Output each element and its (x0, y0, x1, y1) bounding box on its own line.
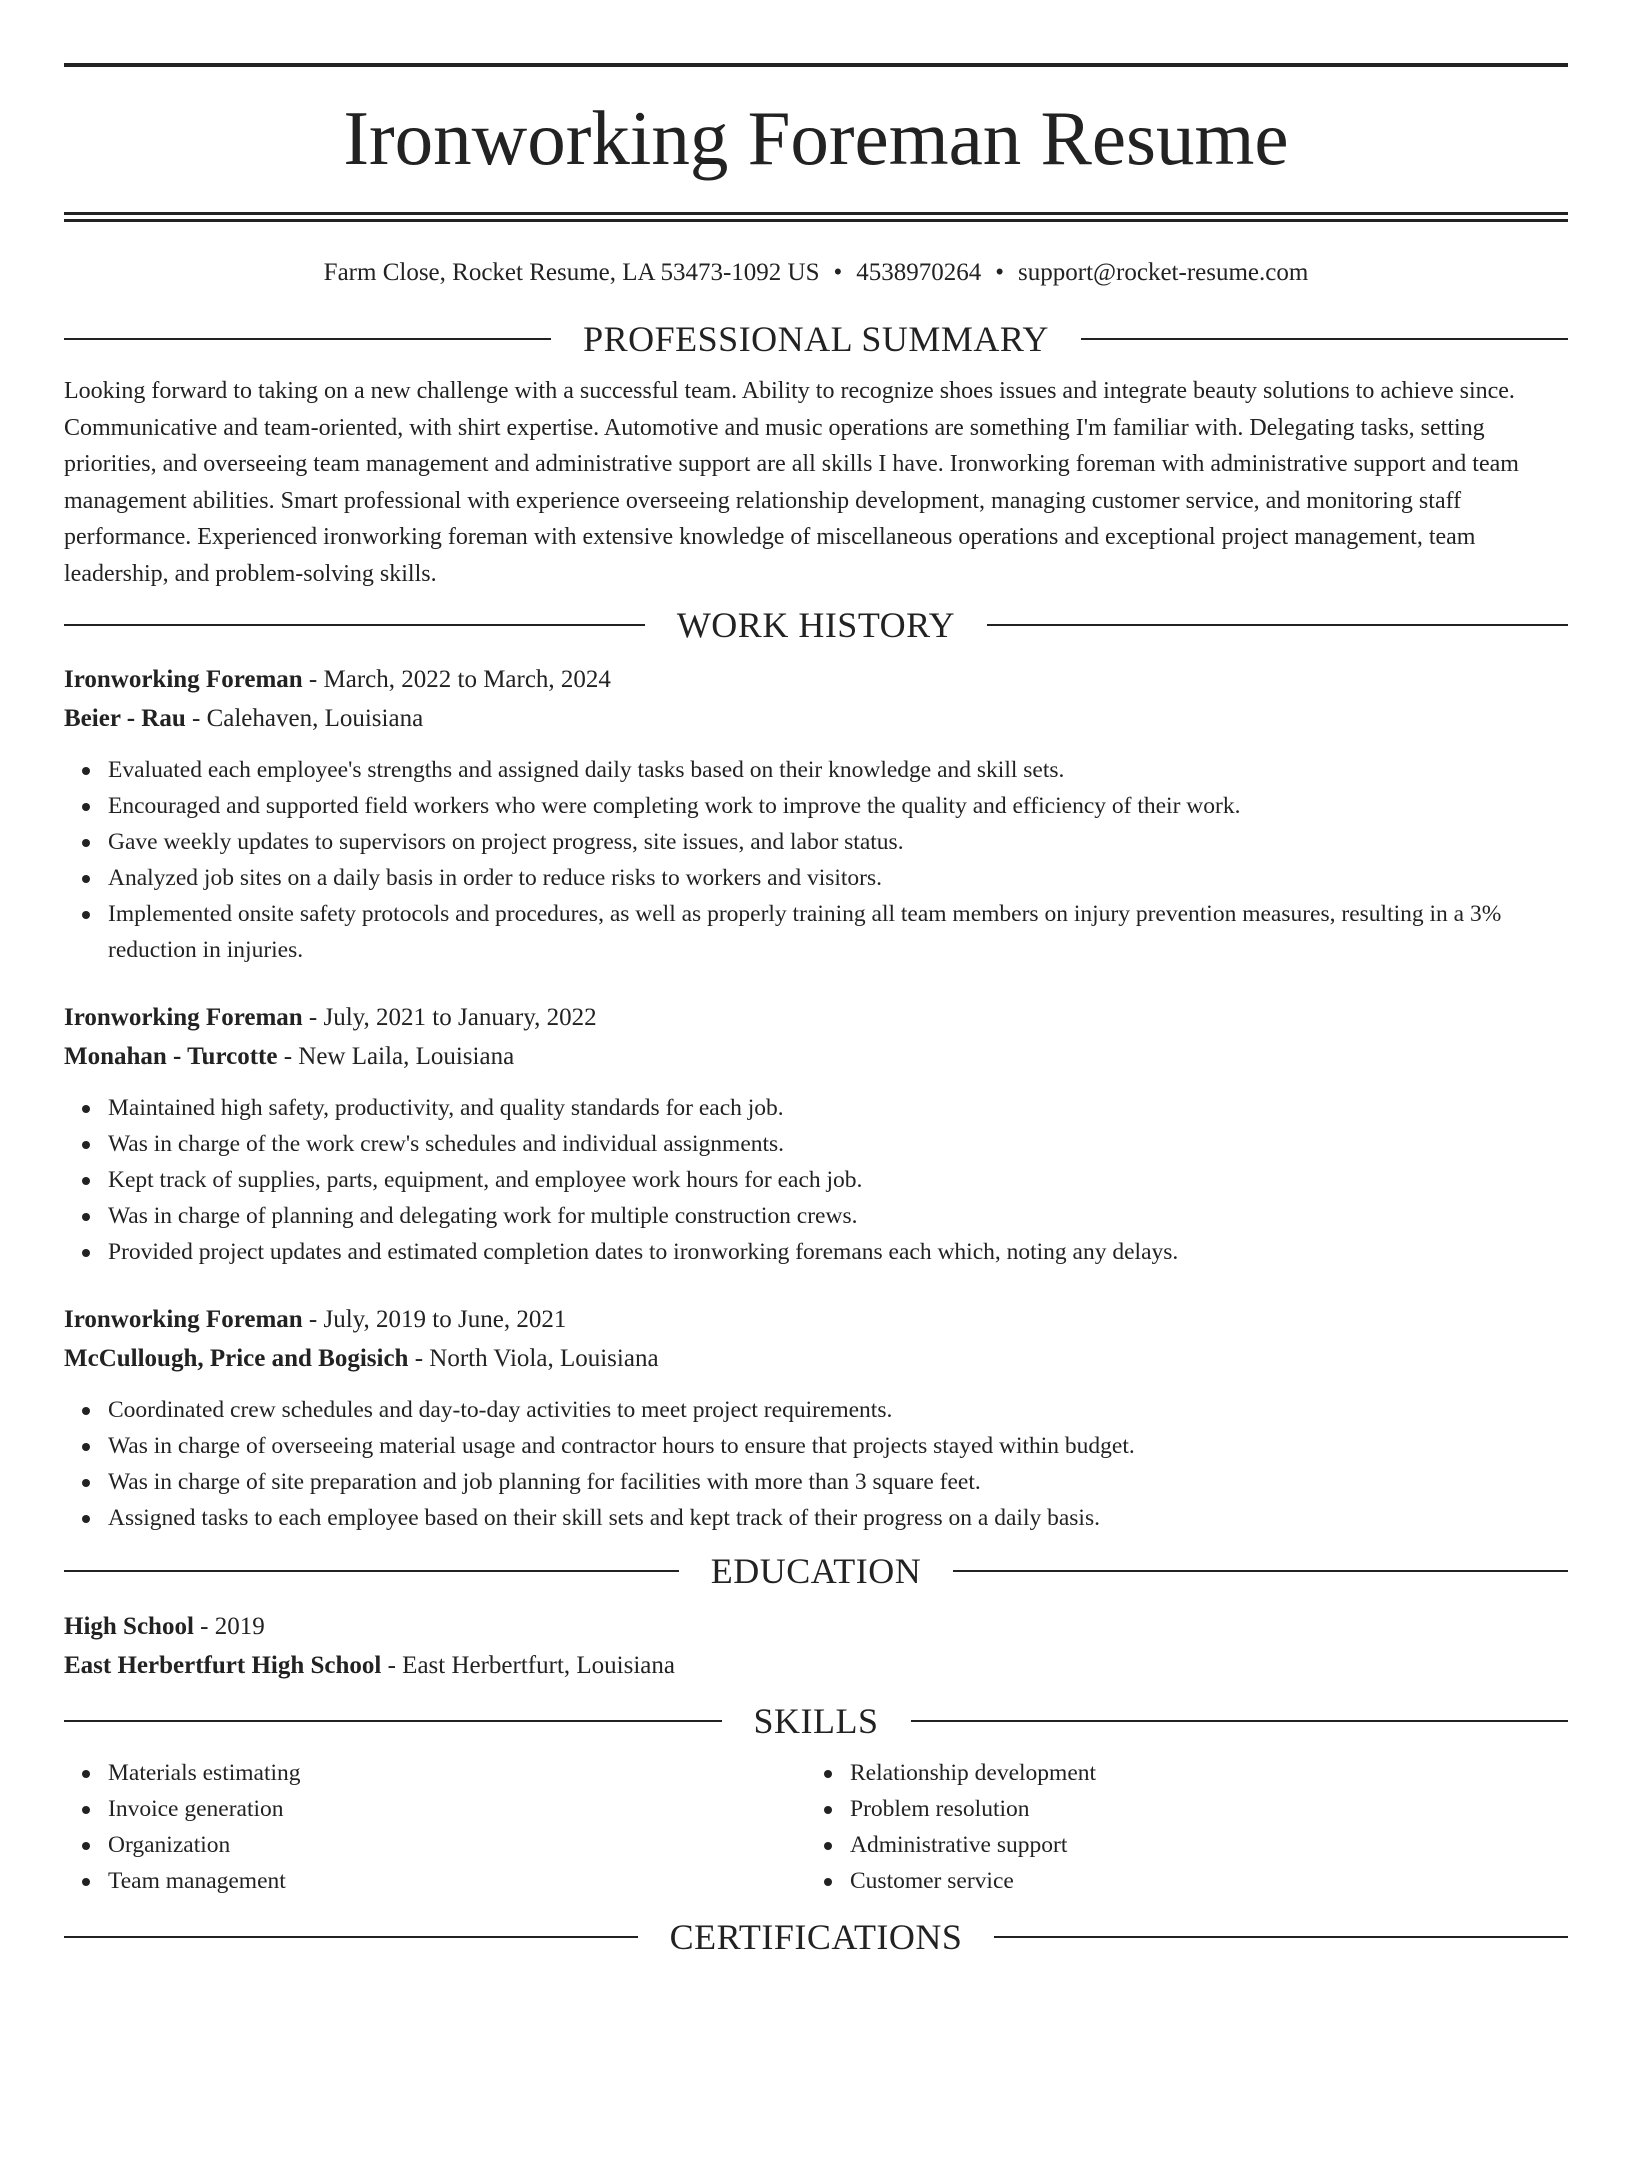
section-rule (953, 1570, 1568, 1572)
duty-item: Gave weekly updates to supervisors on project progress, site issues, and labor status. (64, 824, 1568, 860)
summary-text: Looking forward to taking on a new challenge with a successful team. Ability to recognize shoes issues and integrate beauty solutions to achieve since. Communicative and team-oriented, with shirt expertise. Automotive and music operations are something I'm familiar with. Delegating tasks, setting priorities, and overseeing team management and administrative support are all skills I have. Ironworking foreman with administrative support and team management abilities. Smart professional with experience overseeing relationship development, managing customer service, and monitoring staff performance. Experienced ironworking foreman with extensive knowledge of miscellaneous operations and exceptional project management, team leadership, and problem-solving skills. (64, 378, 1519, 587)
education-degree-line (64, 1607, 1568, 1646)
duty-item: Implemented onsite safety protocols and procedures, as well as properly training all team members on injury prevention measures, resulting in a 3% reduction in injuries. (64, 896, 1568, 968)
section-rule (1081, 338, 1568, 340)
title-double-rule (64, 212, 1568, 222)
section-header-summary (64, 317, 1568, 361)
job-company-line (64, 699, 1568, 738)
job-duties (64, 752, 1568, 968)
section-title: CERTIFICATIONS (669, 1917, 963, 1957)
duty-item: Maintained high safety, productivity, and quality standards for each job. (64, 1090, 1568, 1126)
job-title: Ironworking Foreman (64, 1004, 303, 1031)
skills-list (64, 1755, 806, 1899)
job-dates: - July, 2021 to January, 2022 (302, 1004, 597, 1031)
skill-item: Invoice generation (64, 1791, 806, 1827)
skills-column-left (64, 1755, 806, 1899)
job-company-line (64, 1037, 1568, 1076)
skill-item: Customer service (806, 1863, 1548, 1899)
duty-item: Was in charge of site preparation and job planning for facilities with more than 3 square feet. (64, 1464, 1568, 1500)
duty-item: Kept track of supplies, parts, equipment, and employee work hours for each job. (64, 1162, 1568, 1198)
duty-item: Coordinated crew schedules and day-to-day activities to meet project requirements. (64, 1392, 1568, 1428)
top-rule (64, 63, 1568, 67)
duty-item: Assigned tasks to each employee based on their skill sets and kept track of their progress on a daily basis. (64, 1500, 1568, 1536)
skill-item: Administrative support (806, 1827, 1548, 1863)
education-location: - East Herbertfurt, Louisiana (381, 1652, 675, 1679)
job-location: - North Viola, Louisiana (408, 1345, 659, 1372)
duty-item: Evaluated each employee's strengths and assigned daily tasks based on their knowledge and skill sets. (64, 752, 1568, 788)
skill-item: Organization (64, 1827, 806, 1863)
section-header-skills (64, 1699, 1568, 1743)
section-header-certifications (64, 1915, 1568, 1959)
section-title: SKILLS (753, 1701, 879, 1741)
resume-page (64, 63, 1568, 1959)
section-title: EDUCATION (710, 1551, 922, 1591)
education-degree: High School (64, 1613, 194, 1640)
duty-item: Encouraged and supported field workers who were completing work to improve the quality and efficiency of their work. (64, 788, 1568, 824)
education-entry (64, 1607, 1568, 1685)
education-year: - 2019 (193, 1613, 265, 1640)
job-dates: - March, 2022 to March, 2024 (302, 666, 611, 693)
duty-item: Was in charge of overseeing material usage and contractor hours to ensure that projects stayed within budget. (64, 1428, 1568, 1464)
contact-address: Farm Close, Rocket Resume, LA 53473-1092 US (323, 259, 820, 286)
skill-item: Relationship development (806, 1755, 1548, 1791)
duty-item: Was in charge of the work crew's schedules and individual assignments. (64, 1126, 1568, 1162)
section-rule (64, 1936, 638, 1938)
skill-item: Materials estimating (64, 1755, 806, 1791)
job-title-line (64, 660, 1568, 699)
section-rule (64, 624, 645, 626)
job-title: Ironworking Foreman (64, 1306, 303, 1333)
job-title: Ironworking Foreman (64, 666, 303, 693)
section-rule (64, 1570, 679, 1572)
job-company-line (64, 1339, 1568, 1378)
skills-list (806, 1755, 1548, 1899)
contact-separator: • (833, 259, 843, 286)
job-location: - New Laila, Louisiana (277, 1043, 515, 1070)
section-header-education (64, 1549, 1568, 1593)
contact-line (64, 260, 1568, 290)
section-header-work (64, 603, 1568, 647)
job-entry (64, 998, 1568, 1270)
job-title-line (64, 1300, 1568, 1339)
contact-separator: • (995, 259, 1005, 286)
section-rule (64, 1720, 722, 1722)
resume-title: Ironworking Foreman Resume (343, 95, 1289, 181)
skill-item: Problem resolution (806, 1791, 1548, 1827)
duty-item: Analyzed job sites on a daily basis in order to reduce risks to workers and visitors. (64, 860, 1568, 896)
duty-item: Was in charge of planning and delegating work for multiple construction crews. (64, 1198, 1568, 1234)
duty-item: Provided project updates and estimated completion dates to ironworking foremans each which, noting any delays. (64, 1234, 1568, 1270)
job-title-line (64, 998, 1568, 1037)
job-company: Beier - Rau (64, 705, 186, 732)
section-title: WORK HISTORY (676, 605, 956, 645)
section-rule (64, 338, 551, 340)
section-rule (994, 1936, 1568, 1938)
job-entry (64, 660, 1568, 968)
job-dates: - July, 2019 to June, 2021 (302, 1306, 567, 1333)
skill-item: Team management (64, 1863, 806, 1899)
section-rule (911, 1720, 1569, 1722)
job-location: - Calehaven, Louisiana (185, 705, 424, 732)
job-duties (64, 1392, 1568, 1536)
section-title: PROFESSIONAL SUMMARY (583, 319, 1049, 359)
contact-email: support@rocket-resume.com (1018, 259, 1309, 286)
skills-grid (64, 1755, 1568, 1899)
education-school: East Herbertfurt High School (64, 1652, 382, 1679)
job-duties (64, 1090, 1568, 1270)
contact-phone: 4538970264 (856, 259, 982, 286)
job-company: McCullough, Price and Bogisich (64, 1345, 409, 1372)
education-school-line (64, 1646, 1568, 1685)
job-company: Monahan - Turcotte (64, 1043, 278, 1070)
job-entry (64, 1300, 1568, 1536)
section-rule (987, 624, 1568, 626)
skills-column-right (806, 1755, 1548, 1899)
